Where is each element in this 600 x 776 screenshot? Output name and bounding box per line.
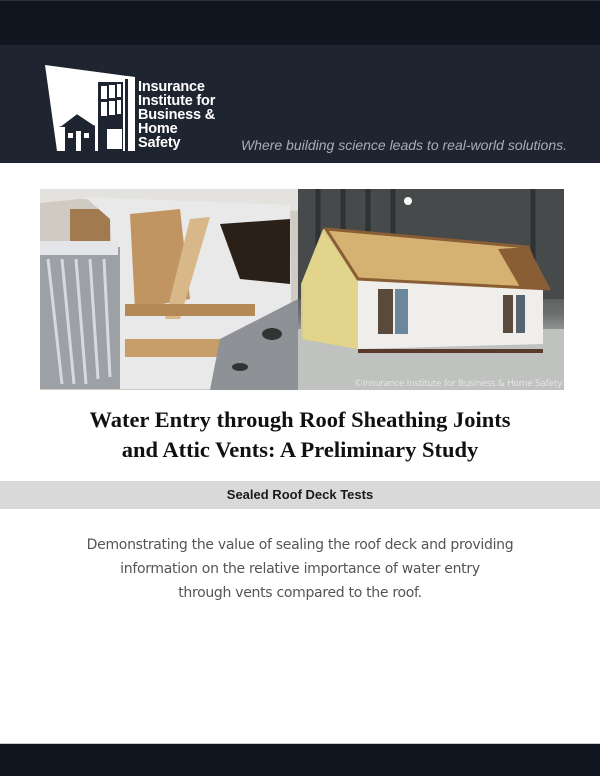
test-house-roof-deck-photo: [298, 189, 564, 390]
subtitle-bar: Sealed Roof Deck Tests: [0, 481, 600, 509]
house-illustration: [298, 189, 564, 390]
photo-credit: ©Insurance Institute for Business & Home Safety: [353, 379, 562, 389]
document-title: [0, 405, 600, 465]
ibhs-building-logo-icon: [45, 65, 135, 151]
description-line: Demonstrating the value of sealing the roof deck and providing: [86, 537, 514, 553]
cover-photos: [40, 189, 564, 390]
document-description: [0, 533, 600, 605]
org-line: Safety: [138, 135, 181, 151]
organization-name: [138, 80, 215, 150]
attic-illustration: [40, 189, 298, 390]
footer-band: [0, 743, 600, 776]
title-line: Water Entry through Roof Sheathing Joints: [89, 407, 511, 432]
org-line: Business &: [138, 107, 215, 123]
org-line: Insurance: [138, 79, 205, 95]
title-line: and Attic Vents: A Preliminary Study: [121, 437, 479, 462]
description-line: through vents compared to the roof.: [178, 585, 422, 601]
org-line: Home: [138, 121, 178, 137]
org-line: Institute for: [138, 93, 216, 109]
top-dark-band: [0, 0, 600, 45]
tagline: Where building science leads to real-world solutions.: [240, 137, 567, 153]
description-line: information on the relative importance of water entry: [120, 561, 480, 577]
attic-interior-insulation-photo: [40, 189, 298, 390]
